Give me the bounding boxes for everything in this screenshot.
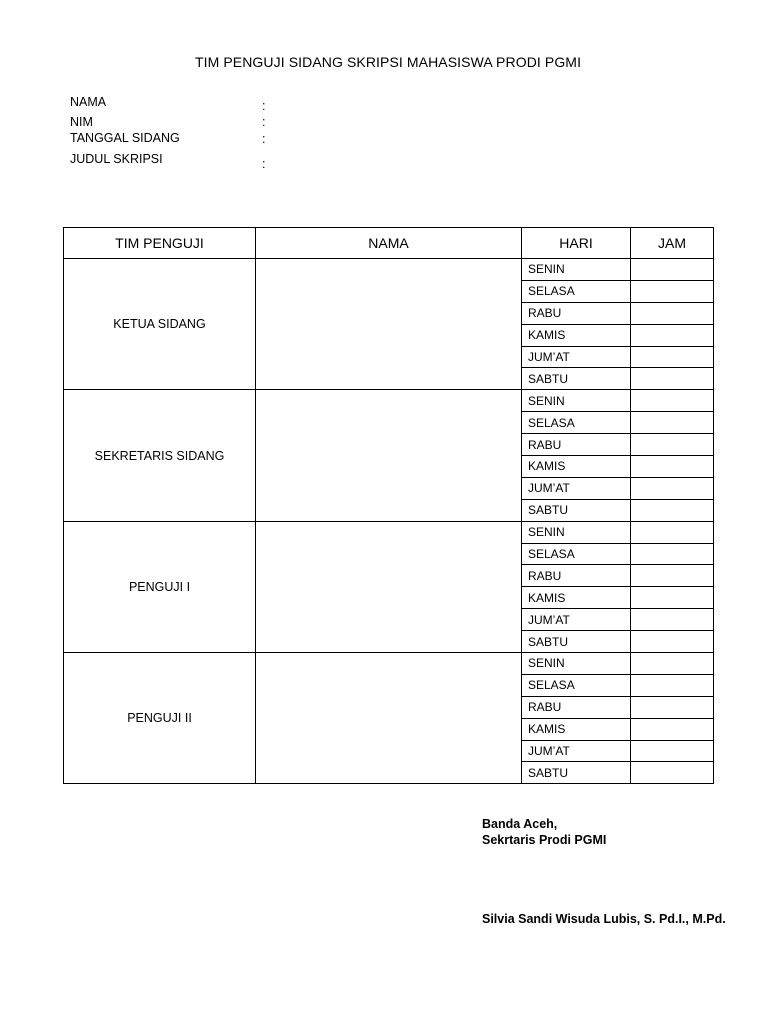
time-cell [631,609,714,631]
examiner-schedule-table [63,227,714,784]
field-colon-judul-skripsi: : [262,157,266,171]
field-label-nim: NIM [70,115,93,129]
day-cell: SELASA [522,543,631,565]
header-hari: HARI [522,228,631,259]
day-cell: SENIN [522,259,631,281]
signature-position: Sekrtaris Prodi PGMI [482,833,607,847]
time-cell [631,653,714,675]
time-cell [631,674,714,696]
field-label-judul-skripsi: JUDUL SKRIPSI [70,152,163,166]
time-cell [631,543,714,565]
day-cell: KAMIS [522,456,631,478]
time-cell [631,565,714,587]
header-jam: JAM [631,228,714,259]
name-cell [256,521,522,652]
table-row [64,653,714,675]
field-label-nama: NAMA [70,95,107,109]
day-cell: RABU [522,565,631,587]
field-colon-nim: : [262,115,266,129]
time-cell [631,368,714,390]
time-cell [631,762,714,784]
table-row [64,521,714,543]
day-cell: KAMIS [522,718,631,740]
day-cell: SABTU [522,499,631,521]
name-cell [256,390,522,521]
time-cell [631,456,714,478]
table-row [64,259,714,281]
time-cell [631,346,714,368]
role-cell: KETUA SIDANG [64,259,256,390]
time-cell [631,477,714,499]
signature-name: Silvia Sandi Wisuda Lubis, S. Pd.I., M.Pd. [482,912,726,926]
time-cell [631,259,714,281]
table-row [64,390,714,412]
time-cell [631,631,714,653]
field-colon-tanggal-sidang: : [262,132,266,146]
day-cell: RABU [522,302,631,324]
day-cell: JUM’AT [522,740,631,762]
header-tim-penguji: TIM PENGUJI [64,228,256,259]
table-header-row [64,228,714,259]
role-cell: PENGUJI II [64,653,256,784]
day-cell: SABTU [522,368,631,390]
name-cell [256,653,522,784]
day-cell: SENIN [522,390,631,412]
day-cell: JUM’AT [522,346,631,368]
field-label-tanggal-sidang: TANGGAL SIDANG [70,131,180,145]
time-cell [631,587,714,609]
day-cell: SABTU [522,762,631,784]
day-cell: SENIN [522,653,631,675]
signature-place: Banda Aceh, [482,817,558,831]
day-cell: RABU [522,434,631,456]
day-cell: SABTU [522,631,631,653]
day-cell: JUM’AT [522,477,631,499]
day-cell: SENIN [522,521,631,543]
name-cell [256,259,522,390]
day-cell: SELASA [522,280,631,302]
page-title: TIM PENGUJI SIDANG SKRIPSI MAHASISWA PRODI PGMI [194,54,582,70]
time-cell [631,740,714,762]
day-cell: SELASA [522,412,631,434]
field-colon-nama: : [262,99,266,113]
time-cell [631,521,714,543]
time-cell [631,434,714,456]
time-cell [631,390,714,412]
day-cell: JUM’AT [522,609,631,631]
day-cell: KAMIS [522,587,631,609]
header-nama: NAMA [256,228,522,259]
day-cell: KAMIS [522,324,631,346]
time-cell [631,718,714,740]
time-cell [631,412,714,434]
role-cell: PENGUJI I [64,521,256,652]
time-cell [631,280,714,302]
day-cell: RABU [522,696,631,718]
time-cell [631,302,714,324]
time-cell [631,696,714,718]
time-cell [631,324,714,346]
time-cell [631,499,714,521]
day-cell: SELASA [522,674,631,696]
role-cell: SEKRETARIS SIDANG [64,390,256,521]
